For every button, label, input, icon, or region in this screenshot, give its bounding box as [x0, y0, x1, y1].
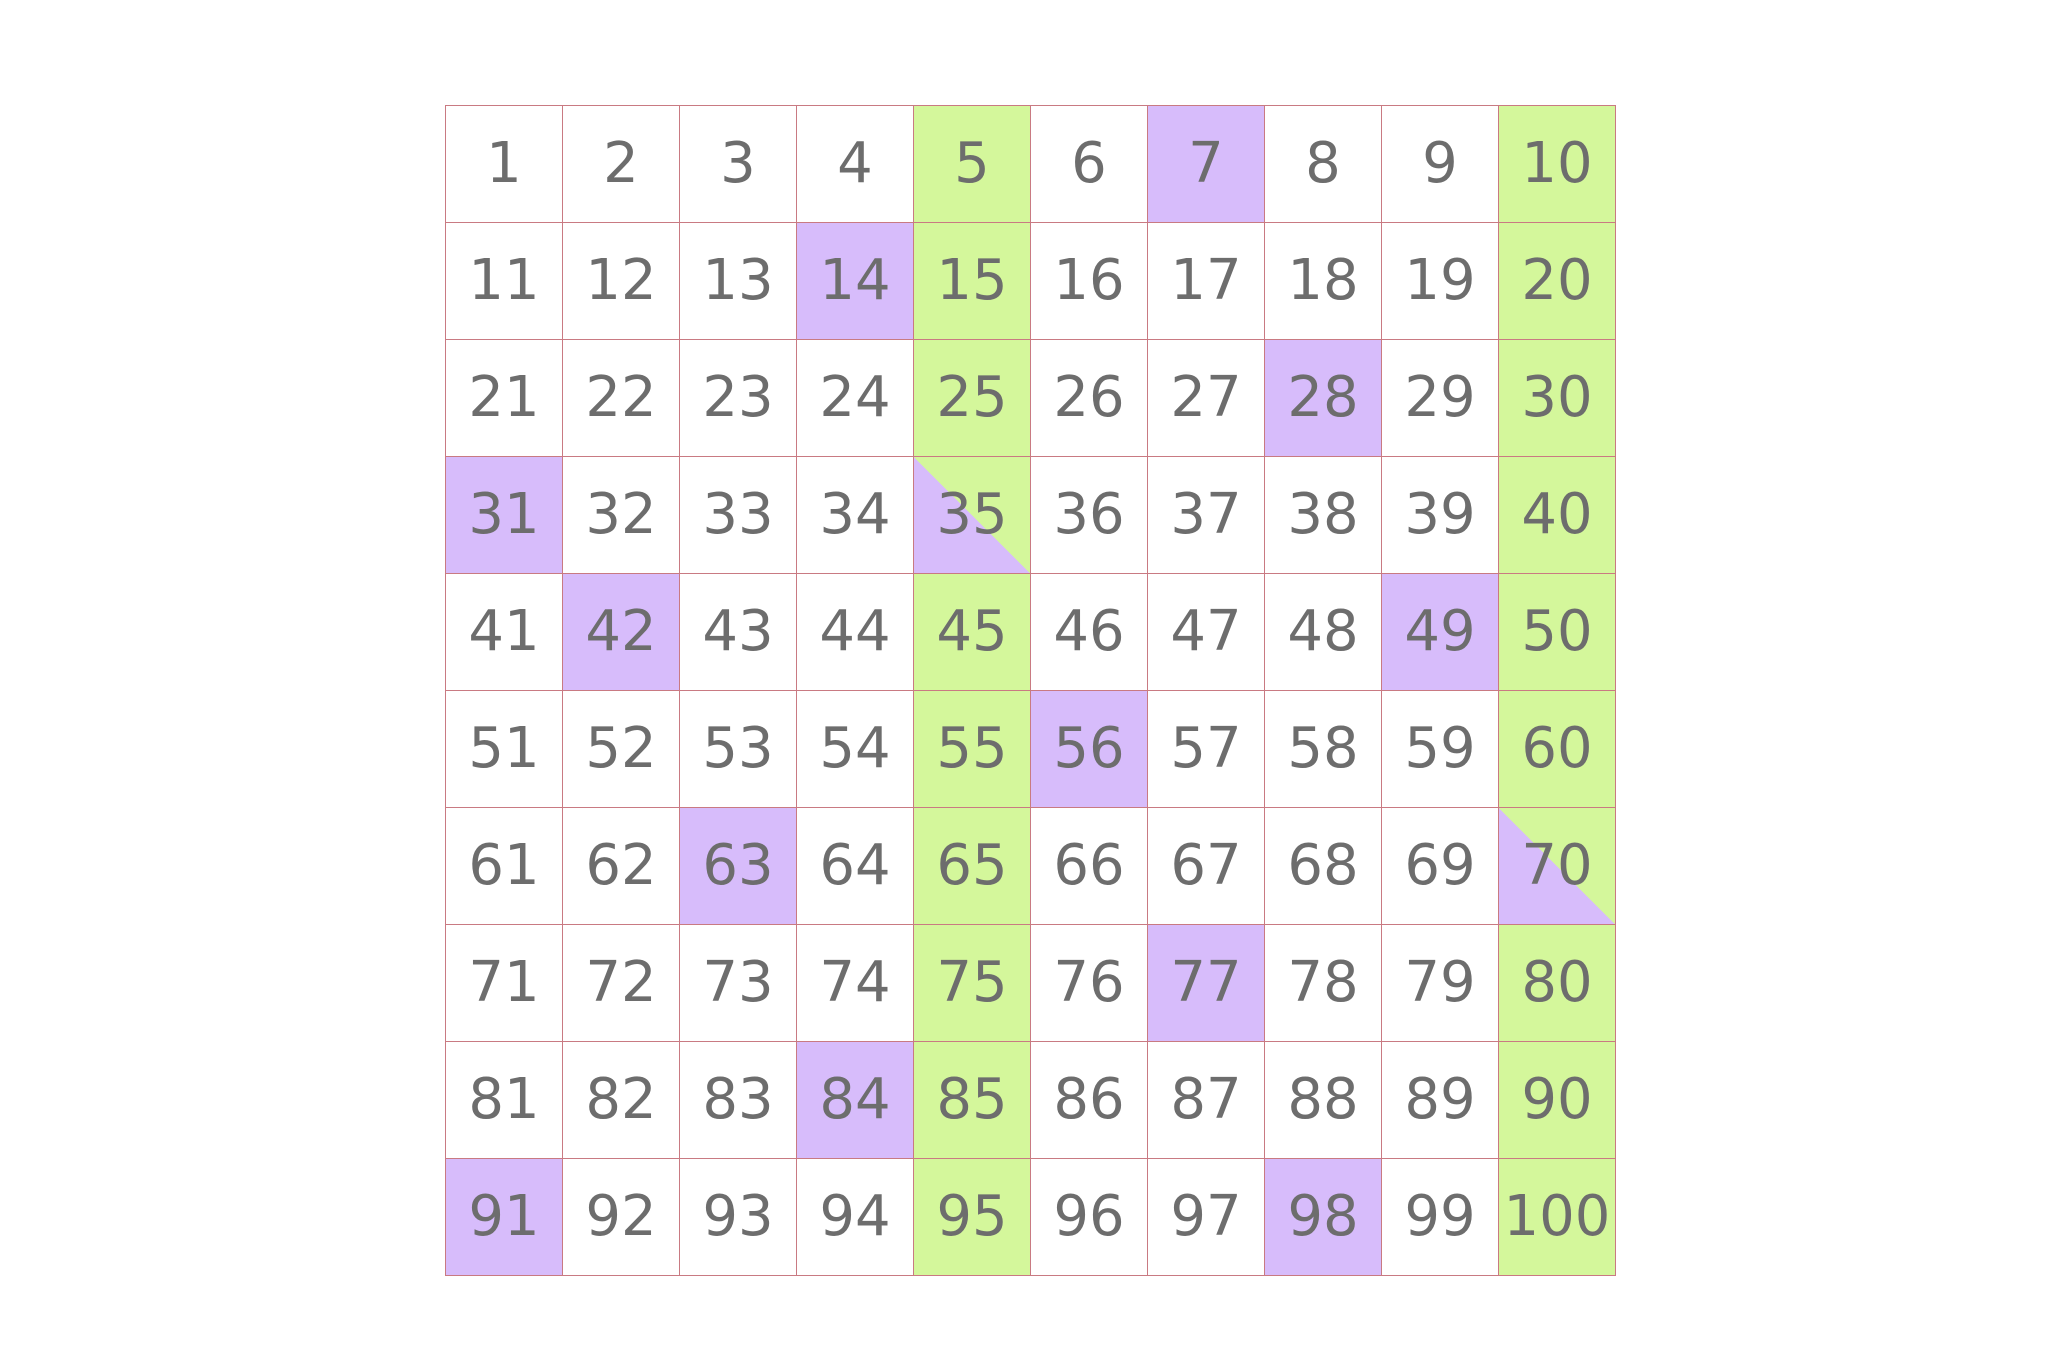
cell-number: 36	[1053, 482, 1125, 547]
cell-number: 76	[1053, 950, 1125, 1015]
cell-number: 45	[936, 599, 1008, 664]
cell-number: 49	[1404, 599, 1476, 664]
cell-number: 5	[954, 131, 990, 196]
cell-number: 47	[1170, 599, 1242, 664]
grid-cell-25	[914, 340, 1031, 457]
cell-number: 77	[1170, 950, 1242, 1015]
cell-number: 71	[468, 950, 540, 1015]
cell-number: 74	[819, 950, 891, 1015]
cell-number: 24	[819, 365, 891, 430]
cell-number: 50	[1521, 599, 1593, 664]
grid-cell-17	[1148, 223, 1265, 340]
cell-number: 9	[1422, 131, 1458, 196]
cell-number: 17	[1170, 248, 1242, 313]
cell-number: 65	[936, 833, 1008, 898]
cell-number: 91	[468, 1184, 540, 1249]
grid-cell-23	[680, 340, 797, 457]
grid-cell-42	[563, 574, 680, 691]
cell-number: 28	[1287, 365, 1359, 430]
cell-number: 79	[1404, 950, 1476, 1015]
grid-cell-64	[797, 808, 914, 925]
grid-cell-78	[1265, 925, 1382, 1042]
grid-cell-85	[914, 1042, 1031, 1159]
cell-number: 83	[702, 1067, 774, 1132]
cell-number: 6	[1071, 131, 1107, 196]
grid-cell-94	[797, 1159, 914, 1276]
cell-number: 43	[702, 599, 774, 664]
grid-cell-74	[797, 925, 914, 1042]
grid-cell-76	[1031, 925, 1148, 1042]
cell-number: 1	[486, 131, 522, 196]
cell-number: 94	[819, 1184, 891, 1249]
cell-number: 98	[1287, 1184, 1359, 1249]
cell-number: 3	[720, 131, 756, 196]
grid-cell-87	[1148, 1042, 1265, 1159]
grid-cell-24	[797, 340, 914, 457]
grid-cell-59	[1382, 691, 1499, 808]
grid-cell-91	[446, 1159, 563, 1276]
cell-number: 30	[1521, 365, 1593, 430]
cell-number: 85	[936, 1067, 1008, 1132]
cell-number: 42	[585, 599, 657, 664]
grid-cell-40	[1499, 457, 1616, 574]
cell-number: 52	[585, 716, 657, 781]
cell-number: 25	[936, 365, 1008, 430]
grid-cell-97	[1148, 1159, 1265, 1276]
grid-cell-16	[1031, 223, 1148, 340]
cell-number: 99	[1404, 1184, 1476, 1249]
grid-cell-56	[1031, 691, 1148, 808]
grid-cell-14	[797, 223, 914, 340]
cell-number: 96	[1053, 1184, 1125, 1249]
grid-cell-50	[1499, 574, 1616, 691]
cell-number: 29	[1404, 365, 1476, 430]
grid-cell-33	[680, 457, 797, 574]
grid-cell-3	[680, 106, 797, 223]
grid-cell-28	[1265, 340, 1382, 457]
cell-number: 53	[702, 716, 774, 781]
cell-number: 10	[1521, 131, 1593, 196]
grid-cell-19	[1382, 223, 1499, 340]
grid-cell-69	[1382, 808, 1499, 925]
grid-cell-15	[914, 223, 1031, 340]
cell-number: 78	[1287, 950, 1359, 1015]
grid-cell-31	[446, 457, 563, 574]
grid-cell-58	[1265, 691, 1382, 808]
cell-number: 60	[1521, 716, 1593, 781]
grid-cell-52	[563, 691, 680, 808]
cell-number: 89	[1404, 1067, 1476, 1132]
cell-number: 15	[936, 248, 1008, 313]
cell-number: 66	[1053, 833, 1125, 898]
grid-cell-67	[1148, 808, 1265, 925]
cell-number: 56	[1053, 716, 1125, 781]
cell-number: 2	[603, 131, 639, 196]
grid-cell-75	[914, 925, 1031, 1042]
grid-cell-98	[1265, 1159, 1382, 1276]
grid-cell-18	[1265, 223, 1382, 340]
grid-cell-66	[1031, 808, 1148, 925]
cell-number: 20	[1521, 248, 1593, 313]
cell-number: 63	[702, 833, 774, 898]
cell-number: 68	[1287, 833, 1359, 898]
cell-number: 72	[585, 950, 657, 1015]
cell-number: 88	[1287, 1067, 1359, 1132]
grid-cell-51	[446, 691, 563, 808]
grid-cell-27	[1148, 340, 1265, 457]
cell-number: 40	[1521, 482, 1593, 547]
cell-number: 87	[1170, 1067, 1242, 1132]
grid-cell-93	[680, 1159, 797, 1276]
grid-cell-34	[797, 457, 914, 574]
cell-number: 22	[585, 365, 657, 430]
cell-number: 27	[1170, 365, 1242, 430]
grid-cell-96	[1031, 1159, 1148, 1276]
grid-cell-53	[680, 691, 797, 808]
grid-cell-49	[1382, 574, 1499, 691]
grid-cell-84	[797, 1042, 914, 1159]
grid-cell-54	[797, 691, 914, 808]
grid-cell-60	[1499, 691, 1616, 808]
cell-number: 35	[936, 482, 1008, 547]
cell-number: 16	[1053, 248, 1125, 313]
cell-number: 38	[1287, 482, 1359, 547]
grid-cell-61	[446, 808, 563, 925]
grid-cell-32	[563, 457, 680, 574]
grid-cell-62	[563, 808, 680, 925]
grid-cell-44	[797, 574, 914, 691]
cell-number: 48	[1287, 599, 1359, 664]
cell-number: 70	[1521, 833, 1593, 898]
grid-cell-82	[563, 1042, 680, 1159]
grid-cell-5	[914, 106, 1031, 223]
cell-number: 80	[1521, 950, 1593, 1015]
grid-cell-43	[680, 574, 797, 691]
cell-number: 81	[468, 1067, 540, 1132]
grid-cell-2	[563, 106, 680, 223]
grid-cell-100	[1499, 1159, 1616, 1276]
grid-cell-48	[1265, 574, 1382, 691]
grid-cell-26	[1031, 340, 1148, 457]
cell-number: 44	[819, 599, 891, 664]
grid-cell-63	[680, 808, 797, 925]
cell-number: 57	[1170, 716, 1242, 781]
grid-cell-81	[446, 1042, 563, 1159]
cell-number: 14	[819, 248, 891, 313]
grid-cell-22	[563, 340, 680, 457]
cell-number: 37	[1170, 482, 1242, 547]
cell-number: 100	[1503, 1184, 1611, 1249]
cell-number: 7	[1188, 131, 1224, 196]
cell-number: 33	[702, 482, 774, 547]
cell-number: 11	[468, 248, 540, 313]
grid-cell-57	[1148, 691, 1265, 808]
grid-cell-95	[914, 1159, 1031, 1276]
grid-cell-39	[1382, 457, 1499, 574]
cell-number: 67	[1170, 833, 1242, 898]
cell-number: 4	[837, 131, 873, 196]
grid-cell-29	[1382, 340, 1499, 457]
cell-number: 58	[1287, 716, 1359, 781]
grid-cell-68	[1265, 808, 1382, 925]
cell-number: 21	[468, 365, 540, 430]
grid-cell-88	[1265, 1042, 1382, 1159]
cell-number: 8	[1305, 131, 1341, 196]
grid-cell-77	[1148, 925, 1265, 1042]
grid-cell-4	[797, 106, 914, 223]
cell-number: 26	[1053, 365, 1125, 430]
grid-cell-8	[1265, 106, 1382, 223]
grid-cell-7	[1148, 106, 1265, 223]
grid-cell-83	[680, 1042, 797, 1159]
grid-cell-45	[914, 574, 1031, 691]
grid-cell-38	[1265, 457, 1382, 574]
grid-cell-65	[914, 808, 1031, 925]
grid-cell-46	[1031, 574, 1148, 691]
grid-cell-35	[914, 457, 1031, 574]
cell-number: 34	[819, 482, 891, 547]
grid-cell-12	[563, 223, 680, 340]
grid-cell-71	[446, 925, 563, 1042]
cell-number: 13	[702, 248, 774, 313]
grid-cell-30	[1499, 340, 1616, 457]
cell-number: 51	[468, 716, 540, 781]
grid-cell-11	[446, 223, 563, 340]
cell-number: 75	[936, 950, 1008, 1015]
grid-cell-6	[1031, 106, 1148, 223]
cell-number: 84	[819, 1067, 891, 1132]
grid-cell-80	[1499, 925, 1616, 1042]
grid-cell-13	[680, 223, 797, 340]
cell-number: 31	[468, 482, 540, 547]
grid-cell-92	[563, 1159, 680, 1276]
grid-cell-41	[446, 574, 563, 691]
grid-cell-1	[446, 106, 563, 223]
cell-number: 32	[585, 482, 657, 547]
cell-number: 54	[819, 716, 891, 781]
cell-number: 19	[1404, 248, 1476, 313]
cell-number: 59	[1404, 716, 1476, 781]
grid-cell-10	[1499, 106, 1616, 223]
grid-cell-21	[446, 340, 563, 457]
grid-cell-90	[1499, 1042, 1616, 1159]
grid-cell-36	[1031, 457, 1148, 574]
cell-number: 41	[468, 599, 540, 664]
grid-cell-73	[680, 925, 797, 1042]
cell-number: 95	[936, 1184, 1008, 1249]
cell-number: 46	[1053, 599, 1125, 664]
cell-number: 39	[1404, 482, 1476, 547]
cell-number: 23	[702, 365, 774, 430]
cell-number: 97	[1170, 1184, 1242, 1249]
cell-number: 62	[585, 833, 657, 898]
cell-number: 61	[468, 833, 540, 898]
grid-cell-37	[1148, 457, 1265, 574]
grid-cell-9	[1382, 106, 1499, 223]
grid-cell-20	[1499, 223, 1616, 340]
cell-number: 86	[1053, 1067, 1125, 1132]
cell-number: 73	[702, 950, 774, 1015]
grid-cell-70	[1499, 808, 1616, 925]
grid-cell-55	[914, 691, 1031, 808]
grid-cell-72	[563, 925, 680, 1042]
cell-number: 64	[819, 833, 891, 898]
grid-cell-89	[1382, 1042, 1499, 1159]
cell-number: 90	[1521, 1067, 1593, 1132]
cell-number: 93	[702, 1184, 774, 1249]
cell-number: 12	[585, 248, 657, 313]
cell-number: 92	[585, 1184, 657, 1249]
grid-cell-79	[1382, 925, 1499, 1042]
cell-number: 82	[585, 1067, 657, 1132]
grid-cell-99	[1382, 1159, 1499, 1276]
cell-number: 69	[1404, 833, 1476, 898]
cell-number: 18	[1287, 248, 1359, 313]
grid-cell-86	[1031, 1042, 1148, 1159]
hundred-chart-grid	[445, 105, 1616, 1276]
grid-cell-47	[1148, 574, 1265, 691]
cell-number: 55	[936, 716, 1008, 781]
